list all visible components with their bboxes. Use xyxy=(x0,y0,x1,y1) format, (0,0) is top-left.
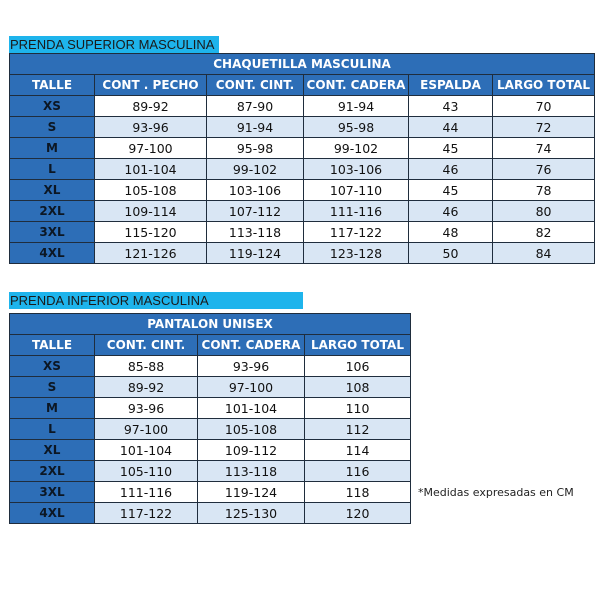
lower-table-row xyxy=(10,419,411,440)
lower-size-label: M xyxy=(10,398,95,419)
upper-measure-cell: 99-102 xyxy=(207,159,304,180)
upper-measure-cell: 50 xyxy=(409,243,493,264)
upper-table-row xyxy=(10,180,595,201)
upper-size-label: 4XL xyxy=(10,243,95,264)
lower-column-header: TALLE xyxy=(10,335,95,356)
lower-measure-cell: 105-110 xyxy=(95,461,198,482)
upper-size-label: XL xyxy=(10,180,95,201)
lower-column-header: CONT. CINT. xyxy=(95,335,198,356)
lower-measure-cell: 93-96 xyxy=(198,356,305,377)
upper-table-row xyxy=(10,138,595,159)
upper-size-label: 2XL xyxy=(10,201,95,222)
lower-measure-cell: 113-118 xyxy=(198,461,305,482)
lower-measure-cell: 119-124 xyxy=(198,482,305,503)
upper-table-title: CHAQUETILLA MASCULINA xyxy=(10,54,595,75)
upper-measure-cell: 121-126 xyxy=(95,243,207,264)
upper-table-row xyxy=(10,117,595,138)
upper-measure-cell: 97-100 xyxy=(95,138,207,159)
lower-table-row xyxy=(10,482,411,503)
upper-measure-cell: 46 xyxy=(409,201,493,222)
lower-measure-cell: 125-130 xyxy=(198,503,305,524)
upper-measure-cell: 111-116 xyxy=(304,201,409,222)
upper-column-header: CONT. CINT. xyxy=(207,75,304,96)
upper-measure-cell: 95-98 xyxy=(207,138,304,159)
upper-table-row xyxy=(10,159,595,180)
upper-measure-cell: 103-106 xyxy=(207,180,304,201)
lower-measure-cell: 116 xyxy=(305,461,411,482)
upper-measure-cell: 45 xyxy=(409,180,493,201)
lower-section-label: PRENDA INFERIOR MASCULINA xyxy=(9,292,303,309)
upper-measure-cell: 82 xyxy=(493,222,595,243)
measurement-note: *Medidas expresadas en CM xyxy=(418,486,574,499)
lower-measure-cell: 106 xyxy=(305,356,411,377)
upper-size-label: L xyxy=(10,159,95,180)
upper-measure-cell: 45 xyxy=(409,138,493,159)
upper-measure-cell: 115-120 xyxy=(95,222,207,243)
upper-measure-cell: 72 xyxy=(493,117,595,138)
upper-measure-cell: 113-118 xyxy=(207,222,304,243)
upper-measure-cell: 89-92 xyxy=(95,96,207,117)
upper-size-label: S xyxy=(10,117,95,138)
lower-size-label: S xyxy=(10,377,95,398)
upper-measure-cell: 109-114 xyxy=(95,201,207,222)
upper-measure-cell: 80 xyxy=(493,201,595,222)
upper-measure-cell: 70 xyxy=(493,96,595,117)
lower-measure-cell: 105-108 xyxy=(198,419,305,440)
upper-table-row xyxy=(10,201,595,222)
lower-measure-cell: 101-104 xyxy=(95,440,198,461)
upper-measure-cell: 48 xyxy=(409,222,493,243)
lower-table-row xyxy=(10,377,411,398)
upper-measure-cell: 101-104 xyxy=(95,159,207,180)
lower-measure-cell: 111-116 xyxy=(95,482,198,503)
lower-measure-cell: 97-100 xyxy=(95,419,198,440)
lower-measure-cell: 118 xyxy=(305,482,411,503)
upper-column-header: TALLE xyxy=(10,75,95,96)
upper-measure-cell: 117-122 xyxy=(304,222,409,243)
upper-measure-cell: 76 xyxy=(493,159,595,180)
upper-table-row xyxy=(10,222,595,243)
upper-measure-cell: 46 xyxy=(409,159,493,180)
lower-measure-cell: 110 xyxy=(305,398,411,419)
lower-size-label: L xyxy=(10,419,95,440)
upper-measure-cell: 91-94 xyxy=(207,117,304,138)
lower-column-header: LARGO TOTAL xyxy=(305,335,411,356)
upper-column-header: CONT . PECHO xyxy=(95,75,207,96)
upper-column-header: ESPALDA xyxy=(409,75,493,96)
lower-size-label: XL xyxy=(10,440,95,461)
lower-measure-cell: 93-96 xyxy=(95,398,198,419)
lower-table-row xyxy=(10,440,411,461)
lower-measure-cell: 89-92 xyxy=(95,377,198,398)
lower-measure-cell: 117-122 xyxy=(95,503,198,524)
lower-size-label: 3XL xyxy=(10,482,95,503)
lower-size-label: 2XL xyxy=(10,461,95,482)
lower-column-header: CONT. CADERA xyxy=(198,335,305,356)
upper-measure-cell: 123-128 xyxy=(304,243,409,264)
lower-measure-cell: 114 xyxy=(305,440,411,461)
upper-section-label: PRENDA SUPERIOR MASCULINA xyxy=(9,36,219,53)
lower-measure-cell: 108 xyxy=(305,377,411,398)
upper-column-header: LARGO TOTAL xyxy=(493,75,595,96)
lower-size-label: XS xyxy=(10,356,95,377)
upper-size-table xyxy=(9,53,595,264)
lower-table-row xyxy=(10,356,411,377)
upper-measure-cell: 99-102 xyxy=(304,138,409,159)
lower-measure-cell: 112 xyxy=(305,419,411,440)
lower-table-row xyxy=(10,503,411,524)
lower-size-label: 4XL xyxy=(10,503,95,524)
upper-measure-cell: 43 xyxy=(409,96,493,117)
lower-measure-cell: 101-104 xyxy=(198,398,305,419)
upper-measure-cell: 105-108 xyxy=(95,180,207,201)
upper-measure-cell: 93-96 xyxy=(95,117,207,138)
lower-size-table xyxy=(9,313,411,524)
upper-measure-cell: 103-106 xyxy=(304,159,409,180)
upper-measure-cell: 74 xyxy=(493,138,595,159)
upper-size-label: XS xyxy=(10,96,95,117)
upper-measure-cell: 91-94 xyxy=(304,96,409,117)
upper-measure-cell: 87-90 xyxy=(207,96,304,117)
lower-table-row xyxy=(10,461,411,482)
upper-table-row xyxy=(10,243,595,264)
upper-table-row xyxy=(10,96,595,117)
upper-measure-cell: 44 xyxy=(409,117,493,138)
upper-measure-cell: 95-98 xyxy=(304,117,409,138)
upper-size-label: M xyxy=(10,138,95,159)
lower-measure-cell: 109-112 xyxy=(198,440,305,461)
upper-column-header: CONT. CADERA xyxy=(304,75,409,96)
upper-size-label: 3XL xyxy=(10,222,95,243)
lower-measure-cell: 97-100 xyxy=(198,377,305,398)
lower-measure-cell: 120 xyxy=(305,503,411,524)
upper-measure-cell: 84 xyxy=(493,243,595,264)
upper-measure-cell: 78 xyxy=(493,180,595,201)
lower-table-title: PANTALON UNISEX xyxy=(10,314,411,335)
upper-measure-cell: 107-110 xyxy=(304,180,409,201)
lower-table-row xyxy=(10,398,411,419)
upper-measure-cell: 119-124 xyxy=(207,243,304,264)
lower-measure-cell: 85-88 xyxy=(95,356,198,377)
upper-measure-cell: 107-112 xyxy=(207,201,304,222)
